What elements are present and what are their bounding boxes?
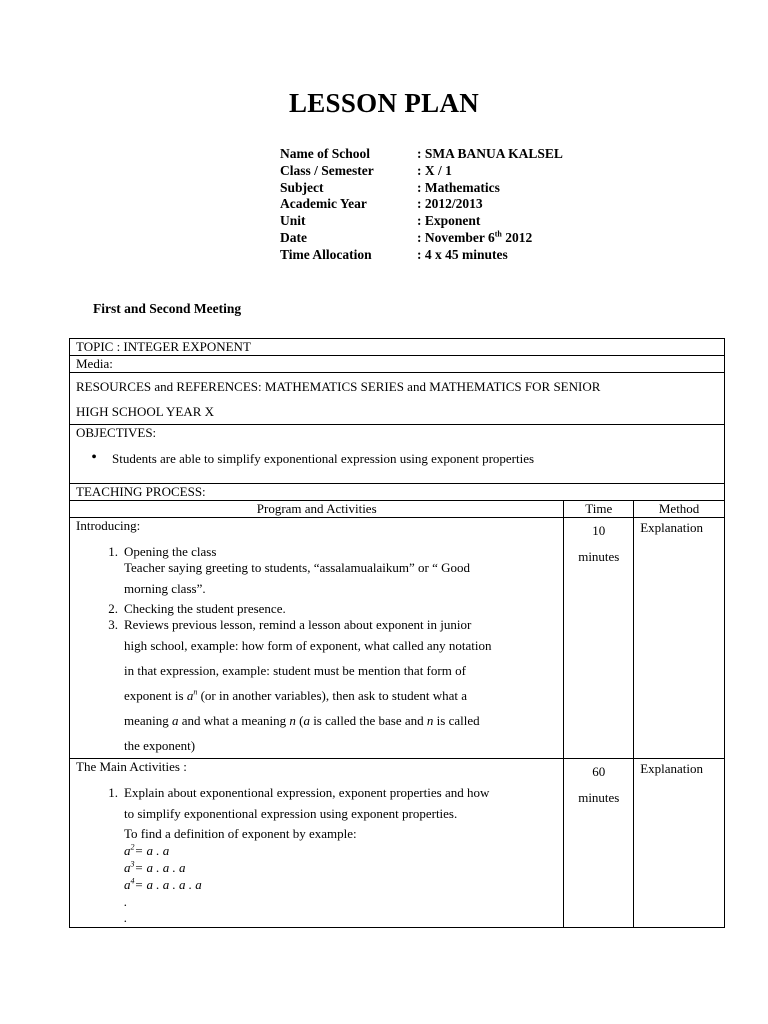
info-value: : 2012/2013 bbox=[417, 196, 483, 212]
info-label: Time Allocation bbox=[280, 246, 372, 262]
time-unit: minutes bbox=[578, 549, 620, 564]
introducing-time bbox=[564, 518, 634, 759]
formula-rhs: = a . a . a . a bbox=[134, 877, 202, 892]
date-suffix: th bbox=[494, 229, 502, 239]
main-time bbox=[564, 759, 634, 928]
objectives-row bbox=[70, 425, 725, 484]
main-activities-label: The Main Activities : bbox=[76, 759, 187, 774]
step-line: high school, example: how form of exponent, what called any notation bbox=[124, 638, 492, 653]
list-item bbox=[76, 785, 557, 842]
info-row-academic-year bbox=[280, 196, 563, 213]
step-number: 1. bbox=[108, 785, 118, 800]
info-label: Subject bbox=[280, 179, 324, 195]
lesson-plan-table bbox=[69, 338, 725, 928]
info-value: : X / 1 bbox=[417, 162, 452, 178]
math-var: n bbox=[426, 713, 434, 728]
info-label: Unit bbox=[280, 213, 306, 229]
info-row-school bbox=[280, 146, 563, 163]
info-value: : SMA BANUA KALSEL bbox=[417, 146, 563, 161]
step-text bbox=[124, 785, 557, 842]
objective-text: Students are able to simplify exponentional expression using exponent properties bbox=[112, 451, 535, 466]
info-value: : 4 x 45 minutes bbox=[417, 246, 508, 262]
step-line: Teacher saying greeting to students, “assalamualaikum” or “ Good bbox=[124, 560, 471, 575]
resources-line: RESOURCES and REFERENCES: MATHEMATICS SERIES and MATHEMATICS FOR SENIOR bbox=[76, 379, 601, 394]
main-activities-row bbox=[70, 759, 725, 928]
list-item bbox=[76, 601, 557, 617]
info-row-subject bbox=[280, 180, 563, 197]
step-line bbox=[124, 708, 557, 733]
formula-rhs: = a . a bbox=[134, 843, 170, 858]
step-line: To find a definition of exponent by example: bbox=[124, 826, 357, 841]
resources-line: HIGH SCHOOL YEAR X bbox=[76, 404, 215, 419]
list-item bbox=[76, 617, 557, 758]
header-program: Program and Activities bbox=[70, 501, 564, 518]
main-activities bbox=[70, 759, 564, 928]
column-header-row bbox=[70, 501, 725, 518]
step-number: 3. bbox=[108, 617, 118, 632]
info-row-date bbox=[280, 230, 563, 247]
main-method: Explanation bbox=[634, 759, 725, 928]
date-main: : November 6 bbox=[417, 229, 495, 245]
formula-base: a bbox=[124, 877, 131, 892]
main-steps bbox=[76, 785, 557, 842]
info-label: Class / Semester bbox=[280, 162, 374, 178]
step-line: Reviews previous lesson, remind a lesson about exponent in junior bbox=[124, 617, 472, 632]
meeting-heading: First and Second Meeting bbox=[93, 301, 242, 316]
header-time: Time bbox=[564, 501, 634, 518]
formula-exponent: 3 bbox=[130, 859, 135, 869]
info-row-class bbox=[280, 163, 563, 180]
formula-dot: . bbox=[124, 910, 128, 925]
info-row-time-allocation bbox=[280, 247, 563, 264]
info-row-unit bbox=[280, 213, 563, 230]
formula-dot: . bbox=[124, 894, 128, 909]
text-fragment: meaning bbox=[124, 713, 173, 728]
time-value: 60 bbox=[592, 764, 606, 779]
time-unit: minutes bbox=[578, 790, 620, 805]
text-fragment: and what a meaning bbox=[178, 713, 290, 728]
teaching-process-cell: TEACHING PROCESS: bbox=[70, 484, 725, 501]
introducing-row bbox=[70, 518, 725, 759]
math-var: a bbox=[303, 713, 310, 728]
step-line: Explain about exponentional expression, exponent properties and how bbox=[124, 785, 490, 800]
text-fragment: (or in another variables), then ask to student what a bbox=[197, 688, 467, 703]
introducing-method: Explanation bbox=[634, 518, 725, 759]
step-line: the exponent) bbox=[124, 738, 196, 753]
bullet-icon: • bbox=[91, 449, 97, 466]
introducing-steps bbox=[76, 544, 557, 758]
formula-line bbox=[76, 842, 557, 859]
resources-cell bbox=[70, 373, 725, 425]
text-fragment: is called bbox=[433, 713, 480, 728]
lesson-info-block bbox=[280, 146, 563, 264]
text-fragment: exponent is bbox=[124, 688, 187, 703]
media-cell: Media: bbox=[70, 356, 725, 373]
date-year: 2012 bbox=[501, 229, 533, 245]
math-var: a bbox=[172, 713, 179, 728]
info-value: : Exponent bbox=[417, 213, 481, 229]
resources-row bbox=[70, 373, 725, 425]
step-line: Opening the class bbox=[124, 544, 217, 559]
list-item bbox=[76, 544, 557, 601]
formula-base: a bbox=[124, 860, 131, 875]
text-fragment: ( bbox=[295, 713, 304, 728]
formula-base: a bbox=[124, 843, 131, 858]
introducing-activities bbox=[70, 518, 564, 759]
topic-cell: TOPIC : INTEGER EXPONENT bbox=[70, 339, 725, 356]
math-var: n bbox=[289, 713, 296, 728]
step-text bbox=[124, 544, 557, 601]
info-label: Date bbox=[280, 229, 307, 245]
header-method: Method bbox=[634, 501, 725, 518]
formula-exponent: 4 bbox=[130, 876, 135, 886]
math-exponent: n bbox=[193, 687, 198, 697]
time-value: 10 bbox=[592, 523, 606, 538]
info-label: Name of School bbox=[280, 146, 370, 161]
media-row bbox=[70, 356, 725, 373]
step-number: 2. bbox=[108, 601, 118, 616]
text-fragment: is called the base and bbox=[309, 713, 427, 728]
formula-line bbox=[76, 876, 557, 893]
step-line: in that expression, example: student must be mention that form of bbox=[124, 663, 466, 678]
teaching-process-row bbox=[70, 484, 725, 501]
step-text bbox=[124, 617, 557, 758]
introducing-label: Introducing: bbox=[76, 518, 141, 533]
step-text: Checking the student presence. bbox=[124, 601, 286, 616]
objective-item bbox=[76, 451, 718, 467]
document-title: LESSON PLAN bbox=[288, 88, 480, 118]
formula-exponent: 2 bbox=[130, 842, 135, 852]
topic-row bbox=[70, 339, 725, 356]
math-base: a bbox=[186, 688, 194, 703]
step-line: to simplify exponentional expression using exponent properties. bbox=[124, 806, 458, 821]
step-line bbox=[124, 683, 557, 708]
formula-line bbox=[76, 859, 557, 876]
objectives-label: OBJECTIVES: bbox=[76, 425, 157, 440]
objectives-cell bbox=[70, 425, 725, 484]
step-number: 1. bbox=[108, 544, 118, 559]
info-value: : Mathematics bbox=[417, 179, 500, 195]
info-label: Academic Year bbox=[280, 196, 367, 212]
formula-rhs: = a . a . a bbox=[134, 860, 186, 875]
info-value-date bbox=[417, 230, 532, 247]
step-line: morning class”. bbox=[124, 581, 206, 596]
